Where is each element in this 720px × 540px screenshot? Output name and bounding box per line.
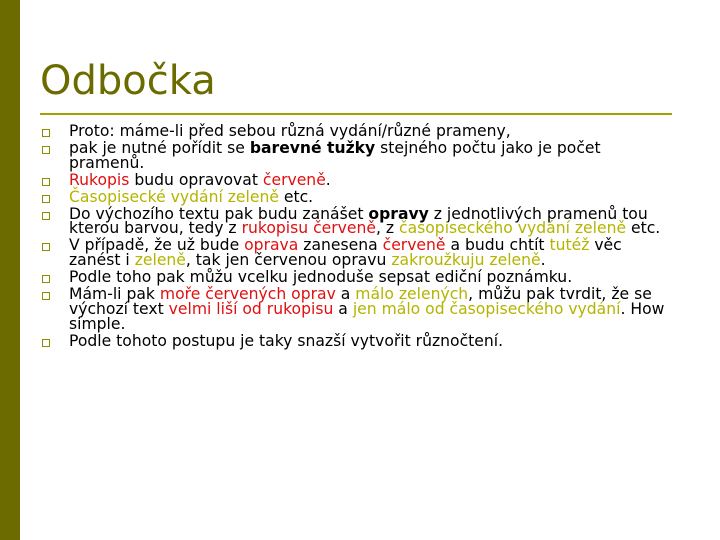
bullet-8-text-d: a: [333, 299, 353, 318]
slide-title: Odbočka: [40, 58, 216, 104]
bullet-6-text-c: a budu chtít: [445, 236, 550, 255]
bullet-item-5: [40, 204, 672, 238]
bullet-2-text-b: stejného počtu jako je počet pramenů.: [69, 138, 601, 172]
bullet-4-green: Časopisecké vydání zeleně: [69, 187, 279, 206]
hollow-square-icon: [42, 146, 50, 154]
bullet-6-text-b: zanesena: [298, 236, 383, 255]
bullet-item-1: [40, 124, 672, 139]
bullet-5-end: etc.: [626, 219, 661, 238]
hollow-square-icon: [42, 243, 50, 251]
bullet-3-red-a: Rukopis: [69, 170, 130, 189]
bullet-6-end: .: [540, 251, 546, 270]
bullet-7-text: Podle toho pak můžu vcelku jednoduše sepsat ediční poznámku.: [69, 268, 573, 287]
hollow-square-icon: [42, 292, 50, 300]
bullet-4-text: etc.: [278, 187, 314, 206]
bullet-5-bold: opravy: [368, 204, 429, 223]
hollow-square-icon: [42, 339, 50, 347]
bullet-item-4: [40, 187, 672, 206]
bullet-3-red-b: červeně: [262, 170, 326, 189]
bullet-2-bold: barevné tužky: [249, 138, 376, 157]
bullet-3-end: .: [325, 170, 331, 189]
bullet-8-text-b: a: [335, 285, 356, 304]
bullet-item-9: [40, 331, 672, 350]
bullet-8-text-c: , můžu pak tvrdit, že se výchozí text: [69, 285, 652, 318]
bullet-8-red-b: velmi liší od rukopisu: [168, 299, 334, 318]
bullet-8-red-a: moře červených oprav: [159, 285, 336, 304]
bullet-8-green-b: jen málo od časopiseckého vydání: [352, 299, 621, 318]
title-rule: [40, 113, 672, 115]
bullet-2-text-a: pak je nutné pořídit se: [69, 138, 250, 157]
bullet-5-text-c: , z: [375, 219, 400, 238]
bullet-5-text-b: z jednotlivých pramenů tou kterou barvou, tedy z: [69, 204, 648, 238]
hollow-square-icon: [42, 129, 50, 137]
bullet-6-green-b: zeleně: [134, 251, 186, 270]
bullet-1-text: Proto: máme-li před sebou různá vydání/různé prameny,: [69, 122, 511, 140]
bullet-6-green-c: zakroužkuju zeleně: [391, 251, 541, 270]
bullet-6-text-d: věc zanést i: [69, 236, 622, 270]
bullet-item-6: [40, 238, 672, 268]
bullet-8-green-a: málo zelených: [355, 285, 469, 304]
bullet-item-8: [40, 287, 672, 332]
bullet-8-end: . How simple.: [69, 299, 665, 333]
bullet-6-text-a: V případě, že už bude: [69, 236, 245, 255]
hollow-square-icon: [42, 195, 50, 203]
sidebar-bar: [0, 0, 20, 540]
bullet-8-text-a: Mám-li pak: [69, 285, 160, 304]
bullet-item-2: [40, 138, 672, 172]
bullet-6-red-b: červeně: [382, 236, 446, 255]
bullet-5-green: časopiseckého vydání zeleně: [399, 219, 627, 238]
bullet-6-red-a: oprava: [244, 236, 299, 255]
hollow-square-icon: [42, 275, 50, 283]
hollow-square-icon: [42, 178, 50, 186]
bullet-5-text-a: Do výchozího textu pak budu zanášet: [69, 204, 369, 223]
bullet-item-3: [40, 170, 672, 189]
bullet-6-text-e: , tak jen červenou opravu: [185, 251, 392, 270]
bullet-6-green-a: tutéž: [549, 236, 590, 255]
bullet-5-red: rukopisu červeně: [241, 219, 376, 238]
bullet-item-7: [40, 270, 672, 285]
bullet-list: [40, 124, 672, 351]
bullet-9-text: Podle tohoto postupu je taky snazší vytvořit různočtení.: [69, 331, 504, 350]
bullet-3-text: budu opravovat: [129, 170, 263, 189]
hollow-square-icon: [42, 212, 50, 220]
